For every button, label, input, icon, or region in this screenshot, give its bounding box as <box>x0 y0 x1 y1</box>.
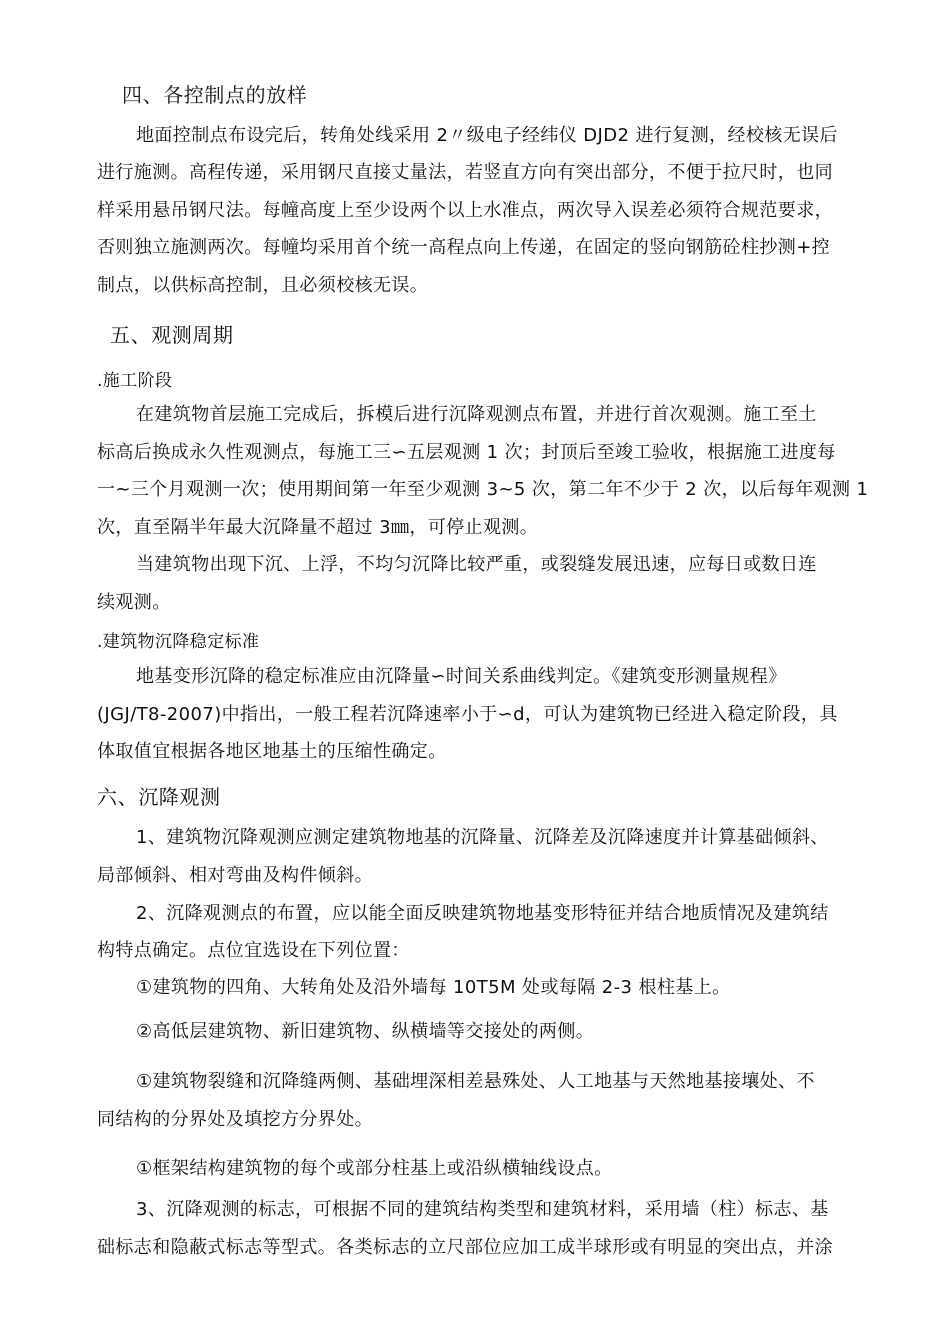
section-4-heading: 四、各控制点的放样 <box>122 83 308 107</box>
section-6-point: ②高低层建筑物、新旧建筑物、纵横墙等交接处的两侧。 <box>136 1021 595 1042</box>
section-5-paragraph-line: (JGJ/T8-2007)中指出，一般工程若沉降速率小于∽d，可认为建筑物已经进入稳定阶段，具 <box>97 704 838 725</box>
section-6-point: ①建筑物裂缝和沉降缝两侧、基础埋深相差悬殊处、人工地基与天然地基接壤处、不 <box>136 1071 815 1092</box>
section-4-paragraph-line: 制点，以供标高控制，且必须校核无误。 <box>97 275 429 296</box>
section-5-paragraph-line: 体取值宜根据各地区地基土的压缩性确定。 <box>97 741 447 762</box>
section-6-point: 同结构的分界处及填挖方分界处。 <box>97 1109 373 1130</box>
section-4-paragraph-line: 进行施测。高程传递，采用钢尺直接丈量法，若竖直方向有突出部分，不便于拉尺时，也同 <box>97 162 833 183</box>
section-6-point: ①建筑物的四角、大转角处及沿外墙每 10T5M 处或每隔 2-3 根柱基上。 <box>136 977 731 998</box>
section-5-paragraph-line: 一~三个月观测一次；使用期间第一年至少观测 3~5 次，第二年不少于 2 次，以后每年观测 1 <box>97 479 869 500</box>
section-5-paragraph-line: 次，直至隔半年最大沉降量不超过 3㎜，可停止观测。 <box>97 517 539 538</box>
section-6-item-line: 局部倾斜、相对弯曲及构件倾斜。 <box>97 865 373 886</box>
section-5-paragraph-line: 当建筑物出现下沉、上浮，不均匀沉降比较严重，或裂缝发展迅速，应每日或数日连 <box>136 554 817 575</box>
section-5-paragraph-line: 标高后换成永久性观测点，每施工三∽五层观测 1 次；封顶后至竣工验收，根据施工进度每 <box>97 442 836 463</box>
section-5-paragraph-line: 在建筑物首层施工完成后，拆模后进行沉降观测点布置，并进行首次观测。施工至土 <box>136 404 817 425</box>
section-5-subheading: .施工阶段 <box>97 371 173 391</box>
section-6-item-line: 础标志和隐蔽式标志等型式。各类标志的立尺部位应加工成半球形或有明显的突出点，并涂 <box>97 1237 833 1258</box>
section-4-paragraph-line: 样采用悬吊钢尺法。每幢高度上至少设两个以上水准点，两次导入误差必须符合规范要求， <box>97 200 833 221</box>
section-4-paragraph-line: 地面控制点布设完后，转角处线采用 2〃级电子经纬仪 DJD2 进行复测，经校核无误后 <box>136 125 838 146</box>
section-6-heading: 六、沉降观测 <box>97 785 221 809</box>
section-4-paragraph-line: 否则独立施测两次。每幢均采用首个统一高程点向上传递，在固定的竖向钢筋砼柱抄测+控 <box>97 237 831 258</box>
section-6-item-line: 构特点确定。点位宜选设在下列位置： <box>97 940 410 961</box>
section-6-item-line: 1、建筑物沉降观测应测定建筑物地基的沉降量、沉降差及沉降速度并计算基础倾斜、 <box>136 827 829 848</box>
section-5-paragraph-line: 续观测。 <box>97 592 171 613</box>
section-5-paragraph-line: 地基变形沉降的稳定标准应由沉降量∽时间关系曲线判定。《建筑变形测量规程》 <box>136 666 787 687</box>
section-6-item-line: 3、沉降观测的标志，可根据不同的建筑结构类型和建筑材料，采用墙（柱）标志、基 <box>136 1199 829 1220</box>
section-5-heading: 五、观测周期 <box>110 323 234 347</box>
section-5-subheading: .建筑物沉降稳定标准 <box>97 632 260 652</box>
section-6-point: ①框架结构建筑物的每个或部分柱基上或沿纵横轴线设点。 <box>136 1158 613 1179</box>
section-6-item-line: 2、沉降观测点的布置，应以能全面反映建筑物地基变形特征并结合地质情况及建筑结 <box>136 903 829 924</box>
